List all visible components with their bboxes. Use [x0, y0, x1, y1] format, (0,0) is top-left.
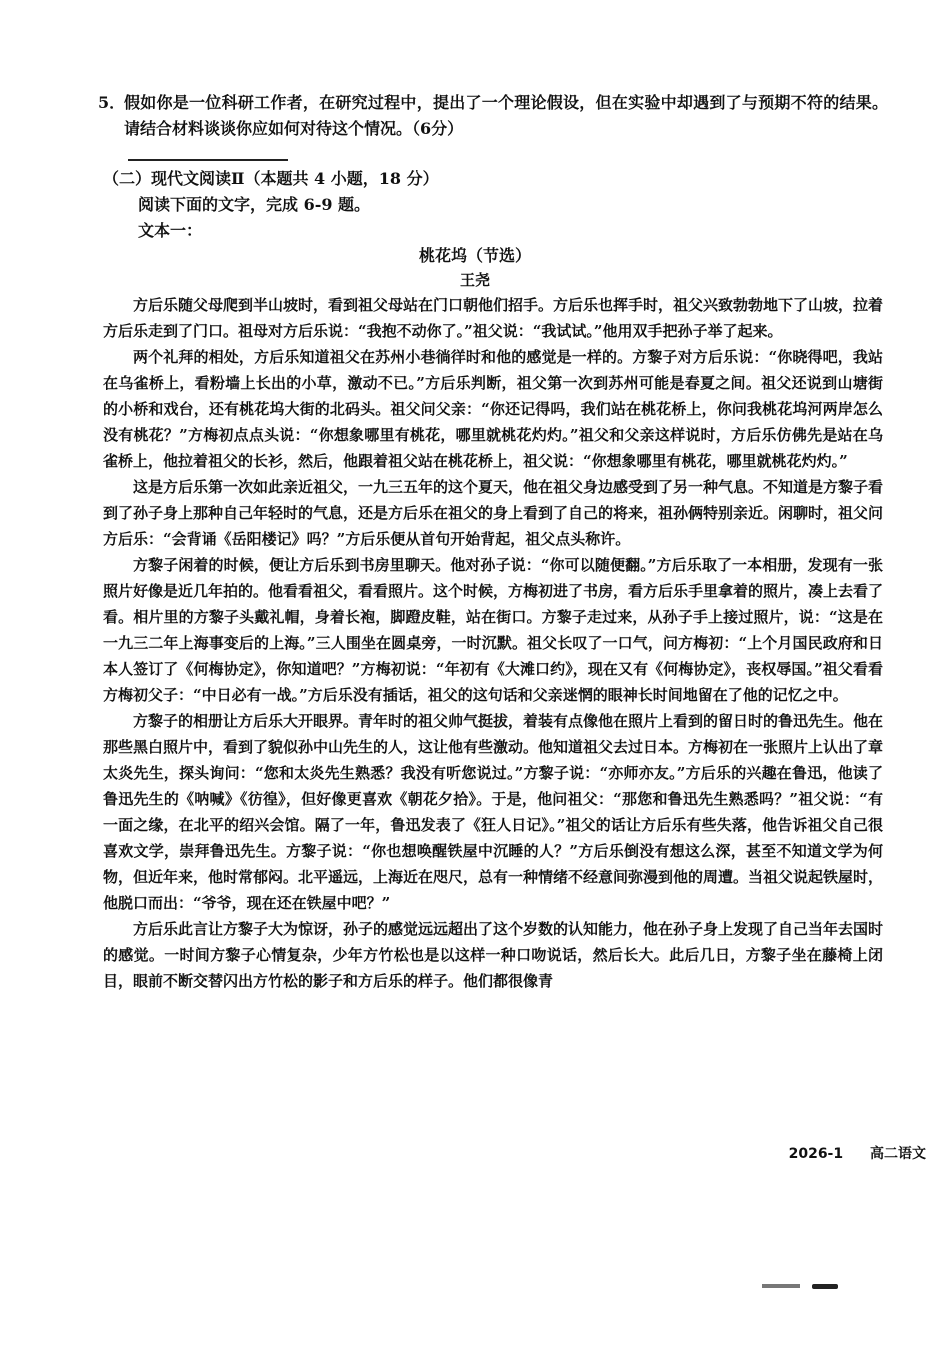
- scan-mark: [762, 1284, 838, 1290]
- question-5: [98, 90, 888, 142]
- question-number: 5．: [98, 93, 126, 112]
- paragraph: 方后乐此言让方黎子大为惊讶，孙子的感觉远远超出了这个岁数的认知能力，他在孙子身上发现了自己当年去国时的感觉。一时间方黎子心情复杂，少年方竹松也是以这样一种口吻说话，然后长大。此后几日，方黎子坐在藤椅上闭目，眼前不断交替闪出方竹松的影子和方后乐的样子。他们都很像青: [103, 920, 884, 990]
- section-heading: （二）现代文阅读Ⅱ（本题共 4 小题，18 分）: [103, 169, 439, 188]
- article-body: [103, 292, 883, 994]
- paragraph: 方黎子的相册让方后乐大开眼界。青年时的祖父帅气挺拔，着装有点像他在照片上看到的留日时的鲁迅先生。他在那些黑白照片中，看到了貌似孙中山先生的人，这让他有些激动。他知道祖父去过日本。方梅初在一张照片上认出了章太炎先生，探头询问：“您和太炎先生熟悉？我没有听您说过。”方黎子说：“亦师亦友。”方后乐的兴趣在鲁迅，他读了鲁迅先生的《呐喊》《彷徨》，但好像更喜欢《朝花夕拾》。于是，他问祖父：“那您和鲁迅先生熟悉吗？”祖父说：“有一面之缘，在北平的绍兴会馆。隔了一年，鲁迅发表了《狂人日记》。”祖父的话让方后乐有些失落，他告诉祖父自己很喜欢文学，崇拜鲁迅先生。方黎子说：“你也想唤醒铁屋中沉睡的人？”方后乐倒没有想这么深，甚至不知道文学为何物，但近年来，他时常郁闷。北平遥远，上海近在咫尺，总有一种情绪不经意间弥漫到他的周遭。当祖父说起铁屋时，他脱口而出：“爷爷，现在还在铁屋中吧？”: [103, 712, 884, 912]
- scan-mark-light: [762, 1284, 800, 1288]
- scan-mark-dark: [812, 1284, 838, 1289]
- paragraph: 两个礼拜的相处，方后乐知道祖父在苏州小巷徜徉时和他的感觉是一样的。方黎子对方后乐说：“你晓得吧，我站在乌雀桥上，看粉墙上长出的小草，激动不已。”方后乐判断，祖父第一次到苏州可能是春夏之间。祖父还说到山塘街的小桥和戏台，还有桃花坞大街的北码头。祖父问父亲：“你还记得吗，我们站在桃花桥上，你问我桃花坞河两岸怎么没有桃花？”方梅初点点头说：“你想象哪里有桃花，哪里就桃花灼灼。”祖父和父亲这样说时，方后乐仿佛先是站在乌雀桥上，他拉着祖父的长衫，然后，他跟着祖父站在桃花桥上，祖父说：“你想象哪里有桃花，哪里就桃花灼灼。”: [103, 348, 883, 470]
- paragraph: 方后乐随父母爬到半山坡时，看到祖父母站在门口朝他们招手。方后乐也挥手时，祖父兴致勃勃地下了山坡，拉着方后乐走到了门口。祖母对方后乐说：“我抱不动你了。”祖父说：“我试试。”他用双手把孙子举了起来。: [103, 296, 884, 340]
- article-title: 桃花坞（节选）: [418, 246, 531, 265]
- page-footer: [789, 1143, 926, 1163]
- article-author: 王尧: [459, 271, 490, 289]
- answer-divider-line: [128, 159, 288, 161]
- section-instruction: 阅读下面的文字，完成 6-9 题。: [138, 195, 371, 214]
- footer-exam-name: 高二语文: [870, 1146, 926, 1162]
- text-label: 文本一：: [138, 221, 203, 240]
- question-text: 假如你是一位科研工作者，在研究过程中，提出了一个理论假设，但在实验中却遇到了与预期不符的结果。请结合材料谈谈你应如何对待这个情况。（6分）: [124, 93, 888, 138]
- paragraph: 方黎子闲着的时候，便让方后乐到书房里聊天。他对孙子说：“你可以随便翻。”方后乐取了一本相册，发现有一张照片好像是近几年拍的。他看看祖父，看看照片。这个时候，方梅初进了书房，看方后乐手里拿着的照片，凑上去看了看。相片里的方黎子头戴礼帽，身着长袍，脚蹬皮鞋，站在街口。方黎子走过来，从孙子手上接过照片，说：“这是在一九三二年上海事变后的上海。”三人围坐在圆桌旁，一时沉默。祖父长叹了一口气，问方梅初：“上个月国民政府和日本人签订了《何梅协定》，你知道吧？”方梅初说：“年初有《大滩口约》，现在又有《何梅协定》，丧权辱国。”祖父看看方梅初父子：“中日必有一战。”方后乐没有插话，祖父的这句话和父亲迷惘的眼神长时间地留在了他的记忆之中。: [103, 556, 884, 704]
- footer-date: 2026-1: [788, 1146, 844, 1162]
- paragraph: 这是方后乐第一次如此亲近祖父，一九三五年的这个夏天，他在祖父身边感受到了另一种气息。不知道是方黎子看到了孙子身上那种自己年轻时的气息，还是方后乐在祖父的身上看到了自己的将来，祖孙俩特别亲近。闲聊时，祖父问方后乐：“会背诵《岳阳楼记》吗？”方后乐便从首句开始背起，祖父点头称许。: [103, 478, 884, 548]
